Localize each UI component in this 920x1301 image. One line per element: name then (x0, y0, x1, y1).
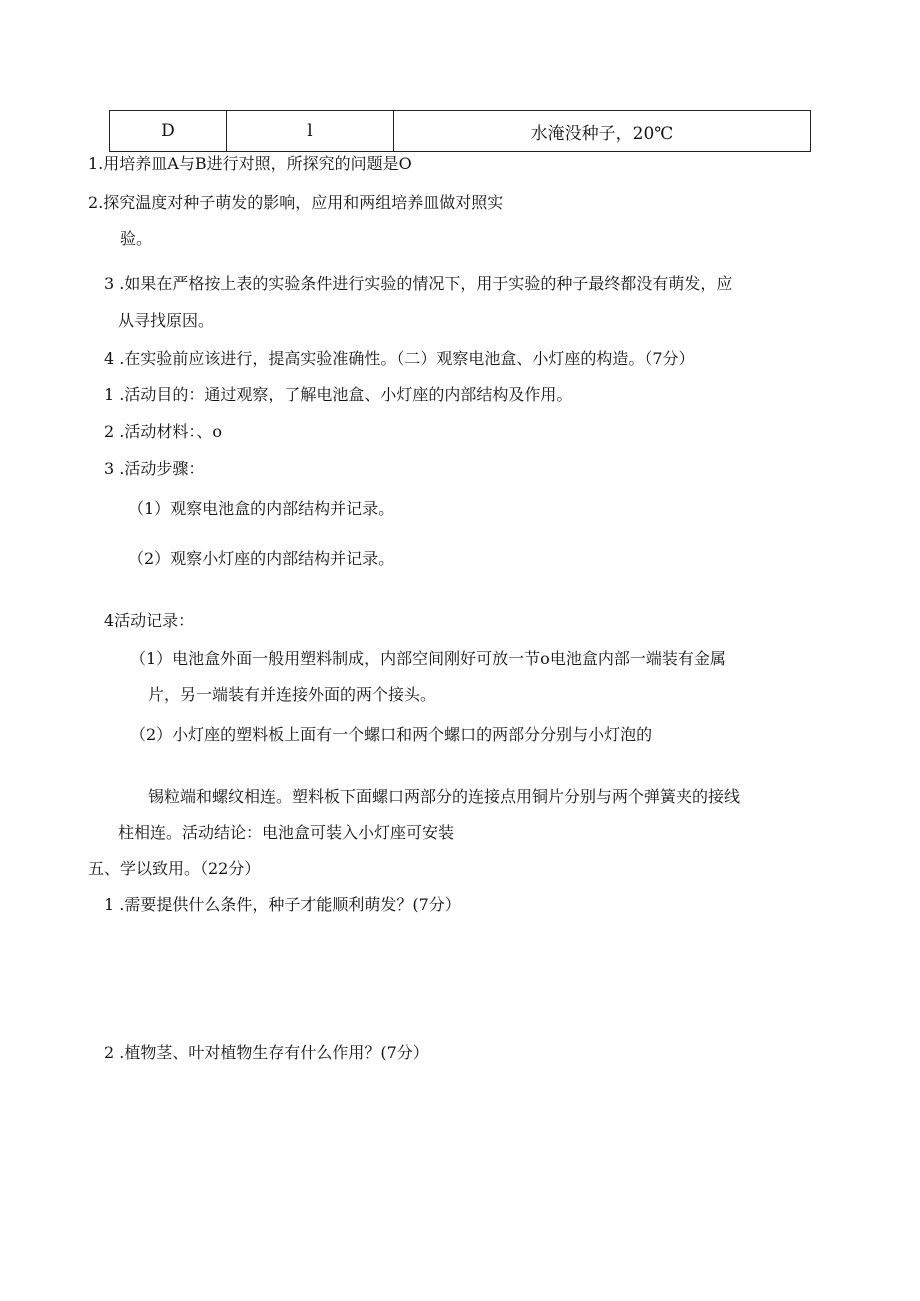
activity-purpose: 1 .活动目的：通过观察，了解电池盒、小灯座的内部结构及作用。 (104, 385, 573, 404)
question-2-line: 2.探究温度对种子萌发的影响，应用和两组培养皿做对照实 (88, 193, 504, 212)
question-4-line: 4 .在实验前应该进行，提高实验准确性。（二）观察电池盒、小灯座的构造。（7分） (104, 349, 695, 368)
activity-record-heading: 4活动记录： (104, 611, 195, 630)
question-3-continued: 从寻找原因。 (118, 311, 215, 330)
question-3-line: 3 .如果在严格按上表的实验条件进行实验的情况下，用于实验的种子最终都没有萌发，应 (104, 274, 733, 293)
apply-question-1: 1 .需要提供什么条件，种子才能顺利萌发？(7分） (104, 895, 461, 914)
activity-materials: 2 .活动材料：、o (104, 422, 222, 441)
question-1-line: 1.用培养皿A与B进行对照，所探究的问题是O (88, 154, 412, 173)
apply-question-2: 2 .植物茎、叶对植物生存有什么作用？(7分） (104, 1043, 429, 1062)
table-cell-group: D (110, 111, 227, 152)
activity-step-2: （2）观察小灯座的内部结构并记录。 (128, 549, 395, 568)
table-cell-count: l (227, 111, 394, 152)
experiment-table (109, 110, 811, 152)
activity-record-2: （2）小灯座的塑料板上面有一个螺口和两个螺口的两部分分别与小灯泡的 (130, 725, 653, 744)
activity-record-1-continued: 片，另一端装有并连接外面的两个接头。 (148, 685, 437, 704)
question-2-continued: 验。 (120, 229, 153, 248)
table-cell-condition: 水淹没种子，20℃ (394, 111, 811, 152)
table-row (110, 111, 811, 152)
activity-record-1: （1）电池盒外面一般用塑料制成，内部空间刚好可放一节o电池盒内部一端装有金属 (130, 649, 726, 668)
section-5-heading: 五、学以致用。（22分） (88, 859, 261, 878)
activity-step-1: （1）观察电池盒的内部结构并记录。 (128, 499, 395, 518)
activity-conclusion: 柱相连。活动结论：电池盒可装入小灯座可安装 (118, 823, 455, 842)
activity-record-2-continued: 锡粒端和螺纹相连。塑料板下面螺口两部分的连接点用铜片分别与两个弹簧夹的接线 (148, 787, 741, 806)
activity-steps-heading: 3 .活动步骤： (104, 459, 205, 478)
